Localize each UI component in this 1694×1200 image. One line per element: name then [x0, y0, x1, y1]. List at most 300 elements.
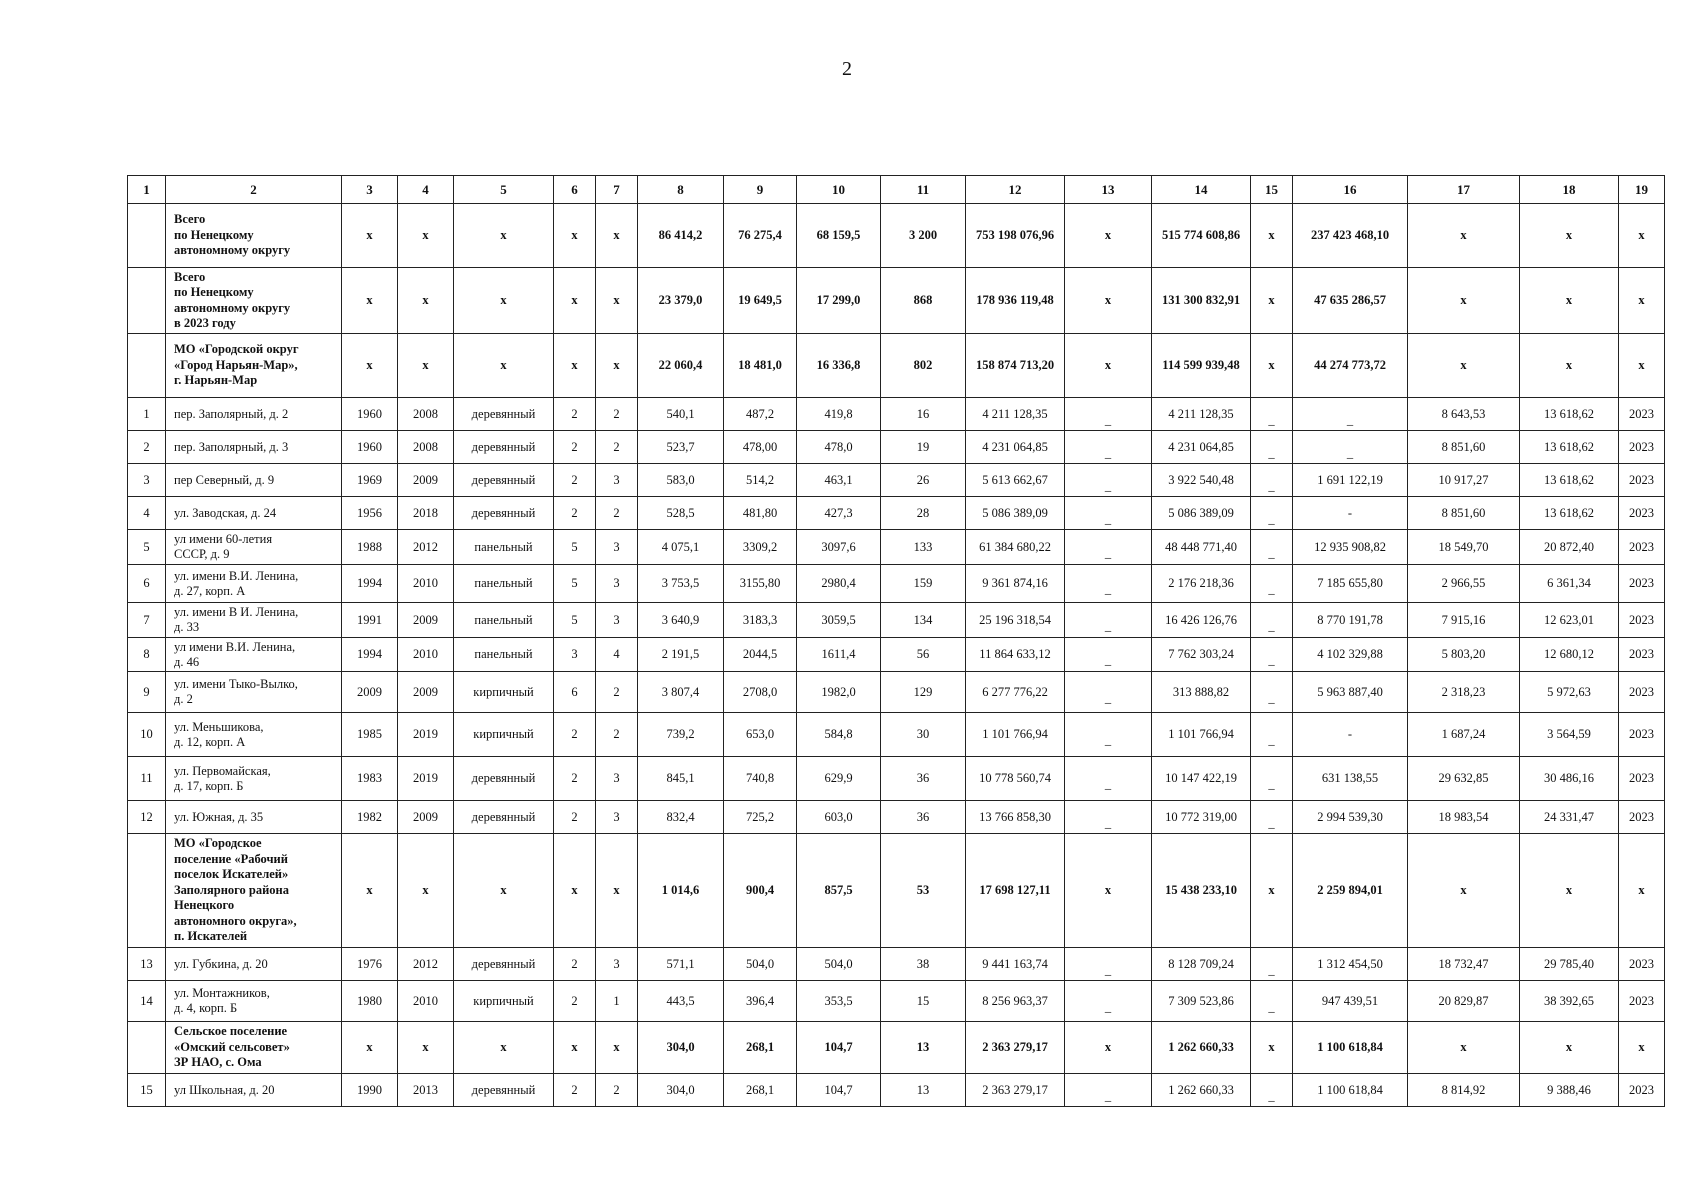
table-cell: _: [1251, 757, 1293, 801]
table-cell: 10 917,27: [1408, 464, 1520, 497]
table-cell: 2013: [398, 1074, 454, 1107]
table-cell: x: [1619, 204, 1665, 268]
table-cell: 3097,6: [797, 530, 881, 565]
table-cell: x: [454, 834, 554, 948]
table-cell: 36: [881, 757, 966, 801]
table-cell: x: [1408, 834, 1520, 948]
table-cell: 1611,4: [797, 638, 881, 672]
column-number: 13: [1065, 176, 1152, 204]
table-cell: деревянный: [454, 801, 554, 834]
table-cell: панельный: [454, 565, 554, 603]
table-cell: 1 312 454,50: [1293, 948, 1408, 981]
table-cell: _: [1251, 565, 1293, 603]
table-cell: 8 256 963,37: [966, 981, 1065, 1022]
table-cell: 2023: [1619, 672, 1665, 713]
table-row: [128, 713, 1665, 757]
table-cell: 129: [881, 672, 966, 713]
table-row: [128, 1074, 1665, 1107]
table-cell: 2012: [398, 948, 454, 981]
table-cell: x: [1408, 334, 1520, 398]
table-cell: 28: [881, 497, 966, 530]
table-cell: 2044,5: [724, 638, 797, 672]
column-number: 9: [724, 176, 797, 204]
table-cell: 7 915,16: [1408, 603, 1520, 638]
table-cell: 584,8: [797, 713, 881, 757]
table-cell: 2023: [1619, 431, 1665, 464]
table-cell: 2 176 218,36: [1152, 565, 1251, 603]
column-number: 4: [398, 176, 454, 204]
table-cell: панельный: [454, 603, 554, 638]
table-cell: 2023: [1619, 464, 1665, 497]
table-cell: _: [1293, 398, 1408, 431]
table-cell: 396,4: [724, 981, 797, 1022]
table-cell: _: [1065, 672, 1152, 713]
table-cell: x: [454, 334, 554, 398]
table-cell: 18 549,70: [1408, 530, 1520, 565]
table-cell: _: [1251, 464, 1293, 497]
address-cell: ул. Монтажников, д. 4, корп. Б: [166, 981, 342, 1022]
table-cell: 3 564,59: [1520, 713, 1619, 757]
table-cell: 540,1: [638, 398, 724, 431]
table-cell: 12 680,12: [1520, 638, 1619, 672]
table-cell: 12 935 908,82: [1293, 530, 1408, 565]
summary-row: [128, 334, 1665, 398]
address-cell: МО «Городское поселение «Рабочий поселок Искателей» Заполярного района Ненецкого автономного округа», п. Искателей: [166, 834, 342, 948]
table-cell: [128, 204, 166, 268]
table-cell: 29 632,85: [1408, 757, 1520, 801]
table-row: [128, 757, 1665, 801]
table-cell: 1956: [342, 497, 398, 530]
table-cell: x: [554, 204, 596, 268]
table-cell: 514,2: [724, 464, 797, 497]
table-cell: _: [1251, 981, 1293, 1022]
table-cell: 36: [881, 801, 966, 834]
table-cell: 2 191,5: [638, 638, 724, 672]
table-cell: x: [1065, 834, 1152, 948]
table-cell: 7 185 655,80: [1293, 565, 1408, 603]
table-cell: 2: [554, 398, 596, 431]
table-cell: 9: [128, 672, 166, 713]
table-row: [128, 801, 1665, 834]
table-cell: 8 851,60: [1408, 431, 1520, 464]
address-cell: пер. Заполярный, д. 3: [166, 431, 342, 464]
table-cell: 8 814,92: [1408, 1074, 1520, 1107]
table-cell: 2: [596, 398, 638, 431]
table-cell: 1988: [342, 530, 398, 565]
table-cell: 2023: [1619, 948, 1665, 981]
table-cell: 29 785,40: [1520, 948, 1619, 981]
table-cell: 17 698 127,11: [966, 834, 1065, 948]
table-cell: 8 770 191,78: [1293, 603, 1408, 638]
table-cell: 6 277 776,22: [966, 672, 1065, 713]
table-cell: _: [1065, 464, 1152, 497]
table-cell: 2: [596, 1074, 638, 1107]
table-cell: 2010: [398, 981, 454, 1022]
table-cell: x: [596, 204, 638, 268]
table-cell: 13: [881, 1022, 966, 1074]
table-cell: 48 448 771,40: [1152, 530, 1251, 565]
address-cell: ул Школьная, д. 20: [166, 1074, 342, 1107]
table-cell: 6 361,34: [1520, 565, 1619, 603]
column-number: 15: [1251, 176, 1293, 204]
table-cell: x: [398, 1022, 454, 1074]
table-cell: 1982: [342, 801, 398, 834]
table-cell: 3: [554, 638, 596, 672]
table-cell: x: [1251, 268, 1293, 334]
table-cell: 583,0: [638, 464, 724, 497]
table-cell: x: [596, 834, 638, 948]
table-cell: 2012: [398, 530, 454, 565]
table-cell: 2023: [1619, 398, 1665, 431]
address-cell: ул. Первомайская, д. 17, корп. Б: [166, 757, 342, 801]
table-cell: 86 414,2: [638, 204, 724, 268]
housing-table: [127, 175, 1665, 1107]
table-cell: 2023: [1619, 530, 1665, 565]
address-cell: пер. Заполярный, д. 2: [166, 398, 342, 431]
table-cell: 2023: [1619, 757, 1665, 801]
address-cell: ул. Южная, д. 35: [166, 801, 342, 834]
table-cell: 12: [128, 801, 166, 834]
table-cell: 13: [128, 948, 166, 981]
table-cell: 6: [128, 565, 166, 603]
table-cell: x: [1619, 268, 1665, 334]
table-cell: 2019: [398, 757, 454, 801]
table-row: [128, 638, 1665, 672]
address-cell: Всего по Ненецкому автономному округу в 2023 году: [166, 268, 342, 334]
table-cell: 9 441 163,74: [966, 948, 1065, 981]
table-cell: 868: [881, 268, 966, 334]
table-cell: 3 753,5: [638, 565, 724, 603]
table-cell: 16 426 126,76: [1152, 603, 1251, 638]
table-cell: 443,5: [638, 981, 724, 1022]
table-cell: 18 732,47: [1408, 948, 1520, 981]
table-cell: 1 262 660,33: [1152, 1022, 1251, 1074]
table-cell: 5 086 389,09: [966, 497, 1065, 530]
table-cell: x: [1520, 334, 1619, 398]
table-cell: 56: [881, 638, 966, 672]
table-cell: x: [1619, 1022, 1665, 1074]
table-cell: x: [1408, 268, 1520, 334]
table-cell: 4: [596, 638, 638, 672]
table-row: [128, 948, 1665, 981]
table-cell: 9 361 874,16: [966, 565, 1065, 603]
table-cell: 1 691 122,19: [1293, 464, 1408, 497]
table-cell: 8 643,53: [1408, 398, 1520, 431]
table-cell: 3 200: [881, 204, 966, 268]
table-cell: 44 274 773,72: [1293, 334, 1408, 398]
table-row: [128, 981, 1665, 1022]
table-cell: деревянный: [454, 431, 554, 464]
table-cell: 2: [554, 713, 596, 757]
table-cell: 2010: [398, 565, 454, 603]
table-cell: 3: [596, 464, 638, 497]
table-cell: 481,80: [724, 497, 797, 530]
address-cell: ул. Меньшикова, д. 12, корп. А: [166, 713, 342, 757]
column-number: 14: [1152, 176, 1251, 204]
table-cell: _: [1065, 565, 1152, 603]
table-cell: 38 392,65: [1520, 981, 1619, 1022]
table-cell: x: [454, 268, 554, 334]
table-cell: 4 211 128,35: [1152, 398, 1251, 431]
summary-row: [128, 204, 1665, 268]
table-cell: _: [1065, 801, 1152, 834]
table-cell: 2: [596, 497, 638, 530]
table-cell: 18 983,54: [1408, 801, 1520, 834]
table-cell: 1994: [342, 565, 398, 603]
table-cell: панельный: [454, 530, 554, 565]
table-cell: 2023: [1619, 565, 1665, 603]
address-cell: ул. Заводская, д. 24: [166, 497, 342, 530]
table-cell: 4: [128, 497, 166, 530]
table-cell: _: [1251, 948, 1293, 981]
table-cell: 53: [881, 834, 966, 948]
table-cell: x: [398, 834, 454, 948]
table-cell: x: [1251, 1022, 1293, 1074]
address-cell: ул имени В.И. Ленина, д. 46: [166, 638, 342, 672]
column-number: 5: [454, 176, 554, 204]
table-cell: x: [1619, 834, 1665, 948]
column-number-row: [128, 176, 1665, 204]
table-cell: 2: [554, 948, 596, 981]
table-cell: 19: [881, 431, 966, 464]
table-cell: _: [1251, 530, 1293, 565]
table-cell: 2023: [1619, 713, 1665, 757]
table-cell: 753 198 076,96: [966, 204, 1065, 268]
table-cell: 2019: [398, 713, 454, 757]
table-cell: 2009: [398, 801, 454, 834]
table-cell: 8 128 709,24: [1152, 948, 1251, 981]
table-cell: _: [1065, 530, 1152, 565]
table-cell: 237 423 468,10: [1293, 204, 1408, 268]
table-cell: x: [554, 334, 596, 398]
address-cell: Всего по Ненецкому автономному округу: [166, 204, 342, 268]
table-cell: 9 388,46: [1520, 1074, 1619, 1107]
table-body: [128, 176, 1665, 1107]
table-cell: 947 439,51: [1293, 981, 1408, 1022]
column-number: 17: [1408, 176, 1520, 204]
table-row: [128, 565, 1665, 603]
table-cell: 2023: [1619, 1074, 1665, 1107]
table-cell: 5 803,20: [1408, 638, 1520, 672]
table-cell: кирпичный: [454, 672, 554, 713]
table-cell: 2: [128, 431, 166, 464]
table-cell: x: [1065, 334, 1152, 398]
table-cell: 2010: [398, 638, 454, 672]
table-cell: 7: [128, 603, 166, 638]
table-cell: x: [1408, 204, 1520, 268]
table-cell: _: [1065, 603, 1152, 638]
table-cell: 2008: [398, 398, 454, 431]
table-cell: 10 147 422,19: [1152, 757, 1251, 801]
table-cell: x: [596, 334, 638, 398]
table-cell: 114 599 939,48: [1152, 334, 1251, 398]
table-row: [128, 464, 1665, 497]
table-cell: 30: [881, 713, 966, 757]
table-cell: кирпичный: [454, 981, 554, 1022]
table-cell: x: [1520, 204, 1619, 268]
table-cell: 15: [128, 1074, 166, 1107]
table-cell: 10 772 319,00: [1152, 801, 1251, 834]
table-cell: 268,1: [724, 1022, 797, 1074]
column-number: 8: [638, 176, 724, 204]
table-cell: 2980,4: [797, 565, 881, 603]
table-cell: 2: [554, 801, 596, 834]
table-cell: 19 649,5: [724, 268, 797, 334]
table-cell: 2009: [398, 672, 454, 713]
table-cell: 20 829,87: [1408, 981, 1520, 1022]
table-cell: 2708,0: [724, 672, 797, 713]
table-cell: 17 299,0: [797, 268, 881, 334]
table-cell: 653,0: [724, 713, 797, 757]
table-cell: 3: [596, 530, 638, 565]
table-cell: _: [1251, 497, 1293, 530]
table-cell: 2 259 894,01: [1293, 834, 1408, 948]
table-cell: 4 231 064,85: [1152, 431, 1251, 464]
table-cell: x: [554, 834, 596, 948]
table-cell: 478,0: [797, 431, 881, 464]
table-cell: _: [1065, 757, 1152, 801]
table-cell: 3: [596, 565, 638, 603]
table-cell: _: [1251, 638, 1293, 672]
table-cell: x: [398, 268, 454, 334]
address-cell: ул имени 60-летия СССР, д. 9: [166, 530, 342, 565]
table-cell: 1 262 660,33: [1152, 1074, 1251, 1107]
table-cell: 571,1: [638, 948, 724, 981]
table-cell: 1960: [342, 398, 398, 431]
table-cell: x: [1251, 204, 1293, 268]
table-cell: 4 075,1: [638, 530, 724, 565]
table-cell: 2023: [1619, 638, 1665, 672]
table-cell: 3155,80: [724, 565, 797, 603]
table-cell: 1969: [342, 464, 398, 497]
table-cell: 3309,2: [724, 530, 797, 565]
table-cell: x: [398, 334, 454, 398]
table-cell: 2: [554, 464, 596, 497]
table-cell: [128, 1022, 166, 1074]
table-cell: 26: [881, 464, 966, 497]
table-cell: 158 874 713,20: [966, 334, 1065, 398]
table-cell: 133: [881, 530, 966, 565]
table-cell: 268,1: [724, 1074, 797, 1107]
table-cell: 1980: [342, 981, 398, 1022]
table-cell: x: [1251, 834, 1293, 948]
table-row: [128, 603, 1665, 638]
table-cell: 463,1: [797, 464, 881, 497]
table-cell: 2 318,23: [1408, 672, 1520, 713]
table-cell: 5 086 389,09: [1152, 497, 1251, 530]
table-cell: x: [1065, 1022, 1152, 1074]
table-cell: 1 100 618,84: [1293, 1022, 1408, 1074]
table-cell: 25 196 318,54: [966, 603, 1065, 638]
column-number: 7: [596, 176, 638, 204]
table-cell: 13 618,62: [1520, 398, 1619, 431]
table-cell: _: [1065, 638, 1152, 672]
table-cell: 10 778 560,74: [966, 757, 1065, 801]
table-cell: _: [1293, 431, 1408, 464]
table-cell: 845,1: [638, 757, 724, 801]
address-cell: ул. имени В.И. Ленина, д. 27, корп. А: [166, 565, 342, 603]
table-cell: 504,0: [797, 948, 881, 981]
table-cell: 419,8: [797, 398, 881, 431]
table-cell: деревянный: [454, 1074, 554, 1107]
table-cell: 740,8: [724, 757, 797, 801]
table-cell: x: [1520, 834, 1619, 948]
table-cell: 1990: [342, 1074, 398, 1107]
table-cell: 2009: [342, 672, 398, 713]
table-cell: 3183,3: [724, 603, 797, 638]
table-cell: 487,2: [724, 398, 797, 431]
table-cell: 739,2: [638, 713, 724, 757]
table-cell: -: [1293, 713, 1408, 757]
table-cell: 2: [596, 431, 638, 464]
table-cell: x: [398, 204, 454, 268]
table-cell: [128, 334, 166, 398]
table-cell: 18 481,0: [724, 334, 797, 398]
table-cell: 900,4: [724, 834, 797, 948]
table-cell: x: [554, 1022, 596, 1074]
table-cell: 2 966,55: [1408, 565, 1520, 603]
table-cell: 5: [128, 530, 166, 565]
address-cell: ул. имени Тыко-Вылко, д. 2: [166, 672, 342, 713]
table-cell: 2: [554, 497, 596, 530]
table-cell: 353,5: [797, 981, 881, 1022]
table-cell: 15 438 233,10: [1152, 834, 1251, 948]
table-cell: 24 331,47: [1520, 801, 1619, 834]
table-cell: 4 211 128,35: [966, 398, 1065, 431]
table-cell: 3: [596, 948, 638, 981]
table-row: [128, 672, 1665, 713]
table-cell: 104,7: [797, 1022, 881, 1074]
table-cell: деревянный: [454, 497, 554, 530]
column-number: 18: [1520, 176, 1619, 204]
table-cell: _: [1065, 1074, 1152, 1107]
table-cell: 2: [554, 981, 596, 1022]
table-cell: 2 994 539,30: [1293, 801, 1408, 834]
address-cell: пер Северный, д. 9: [166, 464, 342, 497]
column-number: 16: [1293, 176, 1408, 204]
table-cell: 313 888,82: [1152, 672, 1251, 713]
summary-row: [128, 268, 1665, 334]
table-cell: 3: [596, 757, 638, 801]
table-cell: 2023: [1619, 497, 1665, 530]
table-cell: 178 936 119,48: [966, 268, 1065, 334]
table-cell: 11 864 633,12: [966, 638, 1065, 672]
table-cell: 802: [881, 334, 966, 398]
table-cell: 2008: [398, 431, 454, 464]
table-cell: 1 100 618,84: [1293, 1074, 1408, 1107]
table-cell: 7 762 303,24: [1152, 638, 1251, 672]
table-cell: _: [1251, 713, 1293, 757]
table-cell: 13 618,62: [1520, 431, 1619, 464]
table-cell: _: [1065, 981, 1152, 1022]
table-cell: 2: [554, 1074, 596, 1107]
table-cell: x: [1408, 1022, 1520, 1074]
table-cell: 4 102 329,88: [1293, 638, 1408, 672]
table-cell: x: [342, 334, 398, 398]
table-cell: панельный: [454, 638, 554, 672]
table-cell: 3059,5: [797, 603, 881, 638]
table-cell: x: [1520, 268, 1619, 334]
table-cell: 16: [881, 398, 966, 431]
table-cell: 2023: [1619, 981, 1665, 1022]
table-cell: x: [1619, 334, 1665, 398]
column-number: 3: [342, 176, 398, 204]
table-cell: 2018: [398, 497, 454, 530]
table-row: [128, 431, 1665, 464]
table-cell: 1985: [342, 713, 398, 757]
table-cell: 478,00: [724, 431, 797, 464]
table-cell: _: [1251, 398, 1293, 431]
